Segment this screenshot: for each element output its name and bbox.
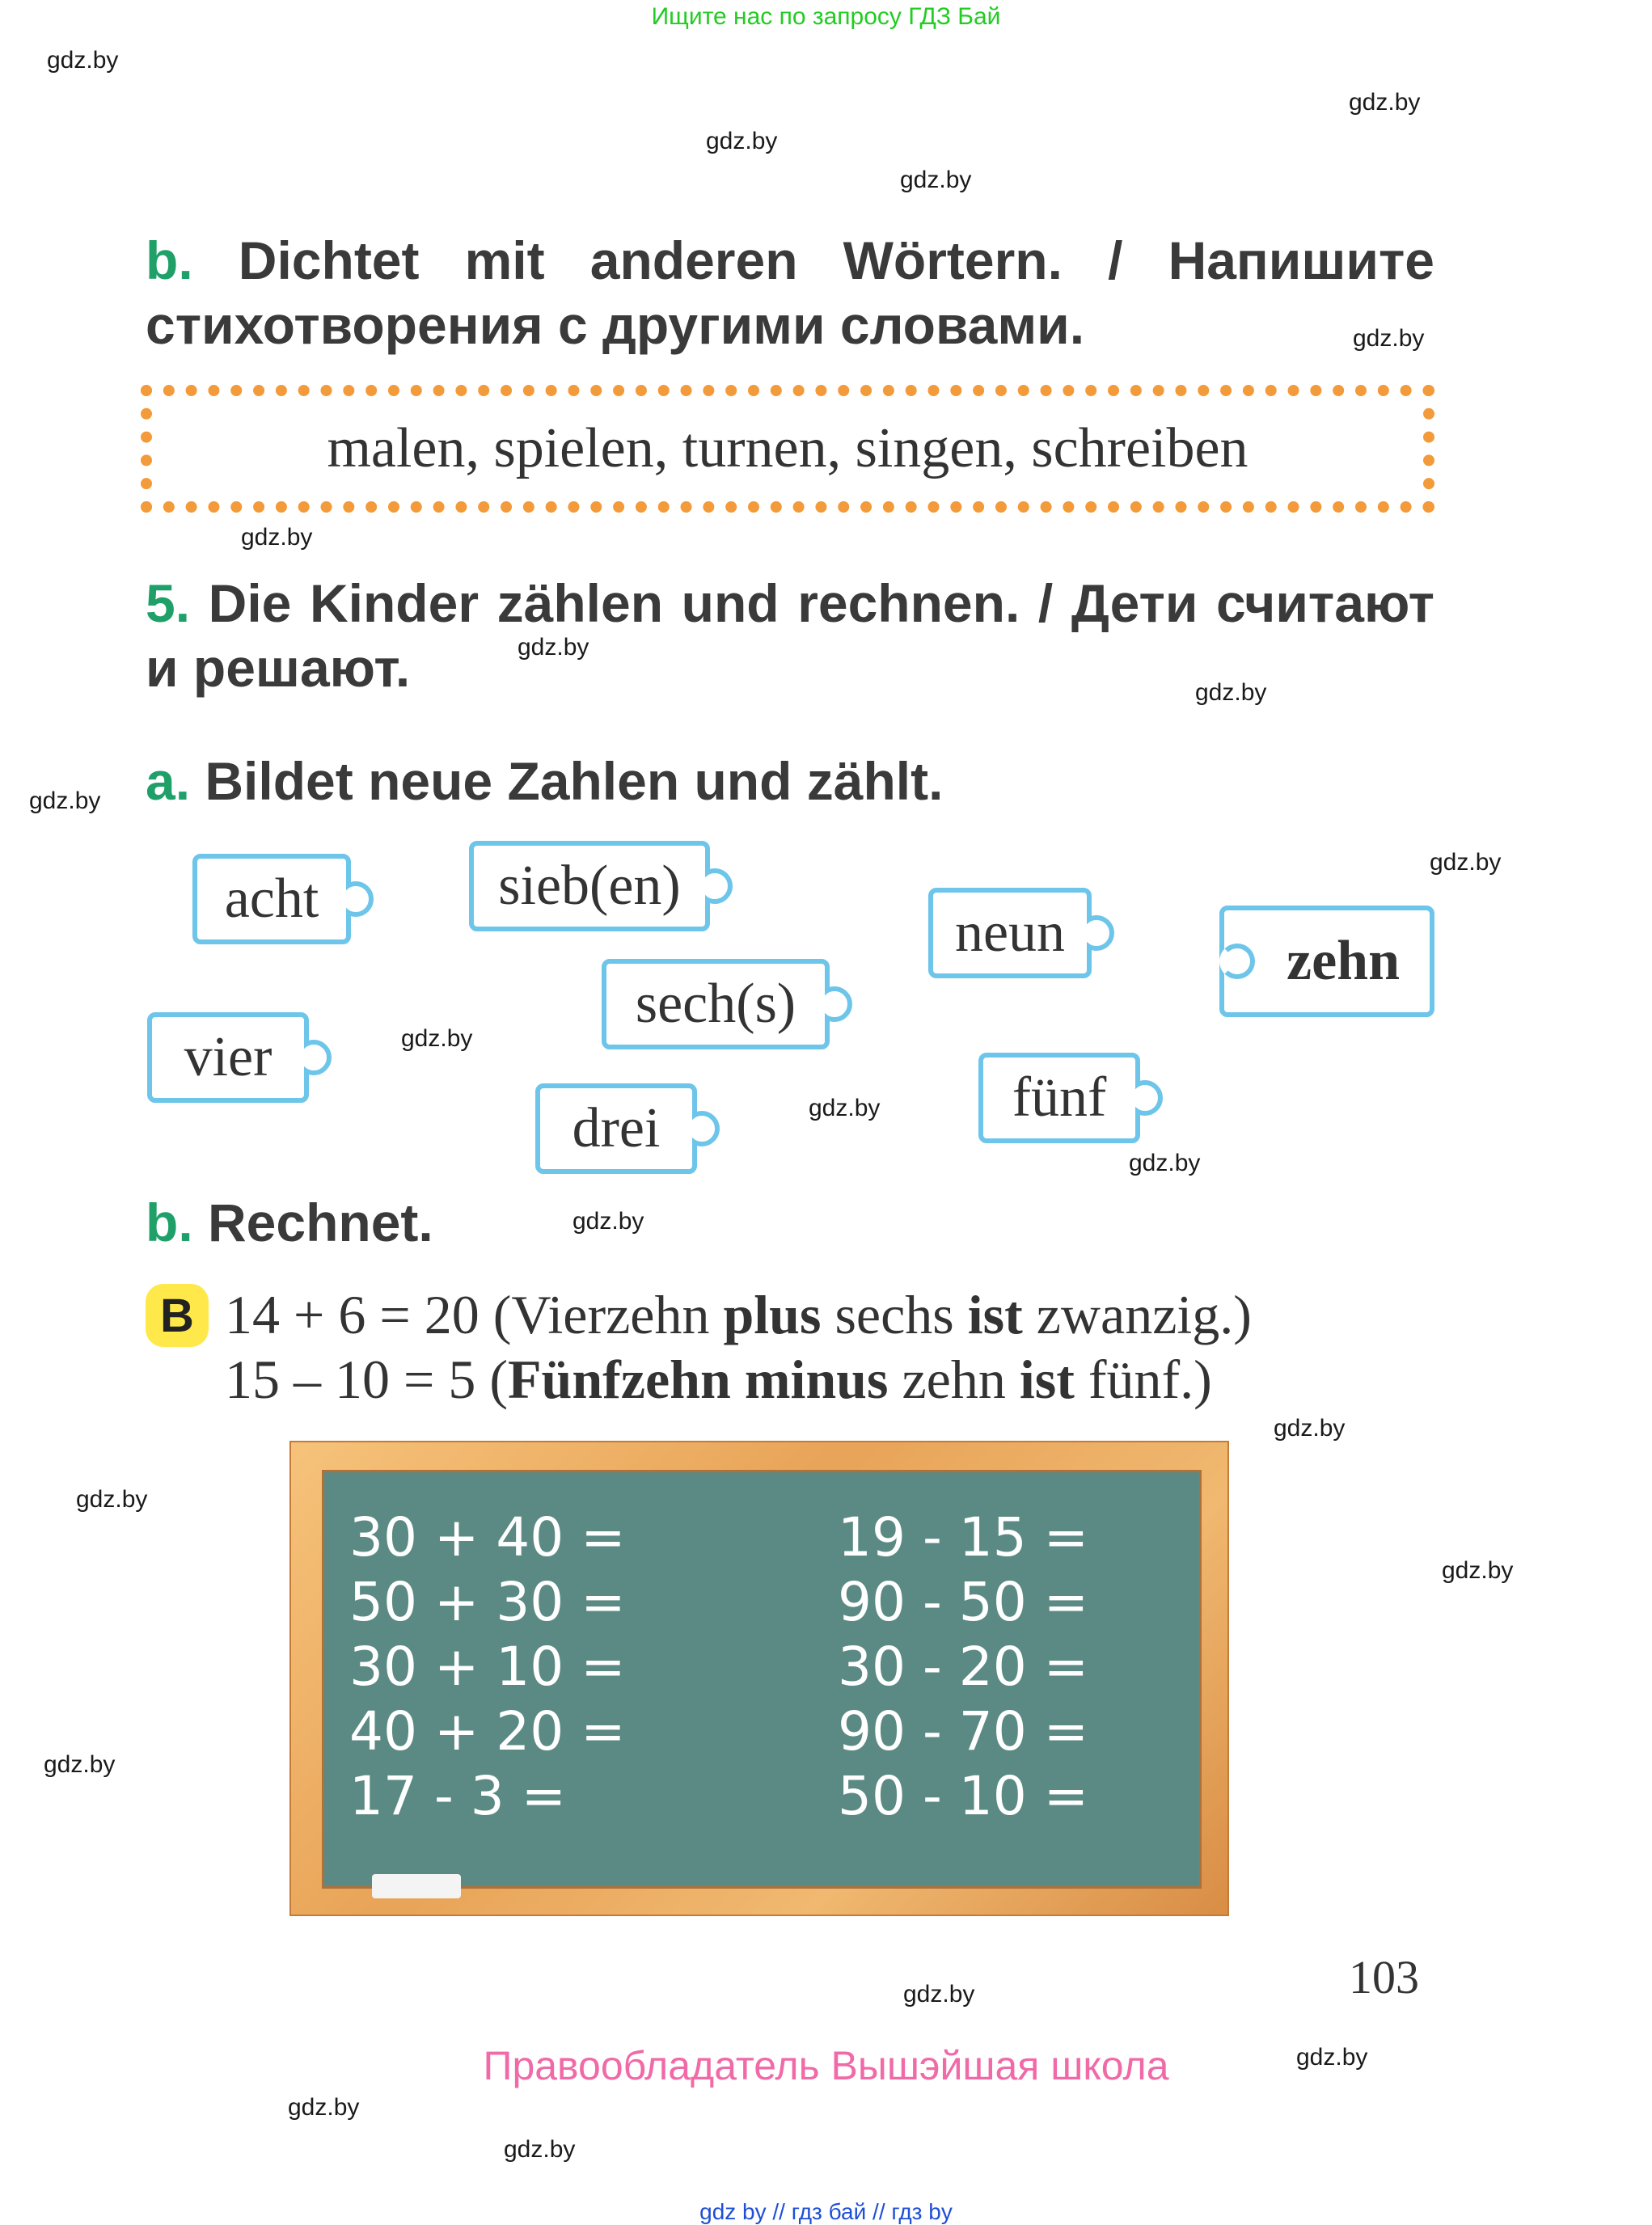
- example-keyword: ist: [967, 1284, 1023, 1345]
- watermark: gdz.by: [1296, 2044, 1368, 2071]
- section-a-instruction: [146, 749, 943, 813]
- puzzle-piece-sieben[interactable]: [469, 841, 710, 931]
- puzzle-knob: [338, 881, 374, 917]
- example-word: zehn: [888, 1349, 1020, 1410]
- puzzle-knob: [697, 868, 733, 904]
- watermark: gdz.by: [288, 2094, 360, 2121]
- puzzle-piece-sechs[interactable]: [602, 959, 830, 1049]
- example-word: Vierzehn: [511, 1284, 724, 1345]
- footer-links[interactable]: gdz by // гдз бай // гдз by: [699, 2199, 953, 2224]
- puzzle-piece-fuenf[interactable]: [978, 1053, 1140, 1143]
- chalk-icon: [372, 1874, 461, 1898]
- puzzle-knob: [684, 1111, 720, 1146]
- board-equation: 19 - 15 =: [838, 1506, 1089, 1568]
- watermark: gdz.by: [1195, 679, 1267, 706]
- watermark: gdz.by: [504, 2136, 576, 2163]
- section-marker: a.: [146, 751, 191, 811]
- puzzle-word: neun: [954, 901, 1066, 964]
- watermark: gdz.by: [1349, 89, 1421, 116]
- copyright-notice: Правообладатель Вышэйшая школа: [483, 2043, 1169, 2088]
- instruction-text: Rechnet.: [208, 1193, 433, 1252]
- board-left-column: [349, 1505, 626, 1829]
- instruction-text: Bildet neue Zahlen und zählt.: [205, 751, 944, 811]
- puzzle-word: fünf: [1012, 1066, 1107, 1129]
- puzzle-word: zehn: [1287, 930, 1400, 992]
- example-word: Fünfzehn: [508, 1349, 745, 1410]
- puzzle-piece-acht[interactable]: [192, 854, 351, 944]
- board-equation: 50 + 30 =: [349, 1571, 626, 1633]
- example-equation: 15 – 10 = 5 (: [225, 1349, 508, 1410]
- watermark: gdz.by: [29, 787, 101, 814]
- watermark: gdz.by: [900, 167, 972, 193]
- puzzle-knob: [817, 986, 852, 1022]
- watermark: gdz.by: [706, 128, 778, 154]
- section-marker: b.: [146, 230, 193, 290]
- task5-title-line2: и решают.: [146, 638, 411, 698]
- section-b-instruction-line2: стихотворения с другими словами.: [146, 295, 1085, 355]
- board-equation: 40 + 20 =: [349, 1700, 626, 1763]
- watermark: gdz.by: [1274, 1415, 1346, 1442]
- top-banner[interactable]: Ищите нас по запросу ГДЗ Бай: [651, 3, 1001, 30]
- page-number: 103: [1349, 1951, 1419, 2003]
- puzzle-piece-zehn[interactable]: [1219, 906, 1434, 1017]
- example-word: fünf.): [1074, 1349, 1212, 1410]
- watermark: gdz.by: [44, 1751, 116, 1778]
- puzzle-word: sieb(en): [498, 855, 681, 917]
- example-keyword: minus: [744, 1349, 889, 1410]
- section-b-instruction-line1: [146, 228, 1434, 293]
- watermark: gdz.by: [401, 1025, 473, 1052]
- watermark: gdz.by: [1430, 849, 1502, 876]
- section-marker: b.: [146, 1193, 193, 1252]
- watermark: gdz.by: [572, 1208, 644, 1235]
- board-equation: 50 - 10 =: [838, 1765, 1089, 1827]
- example-badge: B: [146, 1284, 209, 1347]
- puzzle-piece-vier[interactable]: [147, 1012, 309, 1103]
- task5-title-line1: [146, 571, 1434, 635]
- puzzle-piece-drei[interactable]: [535, 1083, 697, 1174]
- task-number: 5.: [146, 573, 191, 633]
- puzzle-knob: [1079, 915, 1114, 951]
- watermark: gdz.by: [518, 634, 589, 661]
- watermark: gdz.by: [1442, 1557, 1514, 1584]
- puzzle-word: drei: [572, 1097, 661, 1159]
- puzzle-knob: [296, 1040, 332, 1075]
- puzzle-word: vier: [184, 1026, 273, 1088]
- watermark: gdz.by: [903, 1981, 975, 2008]
- example-line-2: [225, 1347, 1212, 1412]
- board-equation: 30 - 20 =: [838, 1636, 1089, 1698]
- watermark: gdz.by: [1129, 1150, 1201, 1176]
- watermark: gdz.by: [241, 524, 313, 551]
- example-line-1: [225, 1282, 1252, 1347]
- puzzle-word: acht: [224, 868, 319, 930]
- example-word: sechs: [821, 1284, 968, 1345]
- example-keyword: plus: [723, 1284, 822, 1345]
- board-equation: 90 - 70 =: [838, 1700, 1089, 1763]
- word-box: malen, spielen, turnen, singen, schreiben: [141, 385, 1434, 513]
- puzzle-word: sech(s): [635, 973, 796, 1035]
- watermark: gdz.by: [76, 1486, 148, 1513]
- watermark: gdz.by: [47, 47, 119, 74]
- section-b-rechnet: [146, 1190, 433, 1255]
- board-equation: 90 - 50 =: [838, 1571, 1089, 1633]
- example-word: zwanzig.): [1022, 1284, 1252, 1345]
- instruction-text: Dichtet mit anderen Wörtern. / Напишите: [238, 230, 1434, 290]
- board-equation: 30 + 40 =: [349, 1506, 626, 1568]
- example-equation: 14 + 6 = 20 (: [225, 1284, 512, 1345]
- board-equation: 30 + 10 =: [349, 1636, 626, 1698]
- watermark: gdz.by: [1353, 325, 1425, 352]
- board-equation: 17 - 3 =: [349, 1765, 567, 1827]
- board-right-column: [838, 1505, 1088, 1829]
- example-keyword: ist: [1019, 1349, 1075, 1410]
- task-title-text: Die Kinder zählen und rechnen. / Дети считают: [208, 573, 1434, 633]
- watermark: gdz.by: [809, 1095, 881, 1121]
- puzzle-knob: [1219, 944, 1255, 979]
- puzzle-knob: [1127, 1080, 1163, 1116]
- puzzle-piece-neun[interactable]: [928, 888, 1092, 978]
